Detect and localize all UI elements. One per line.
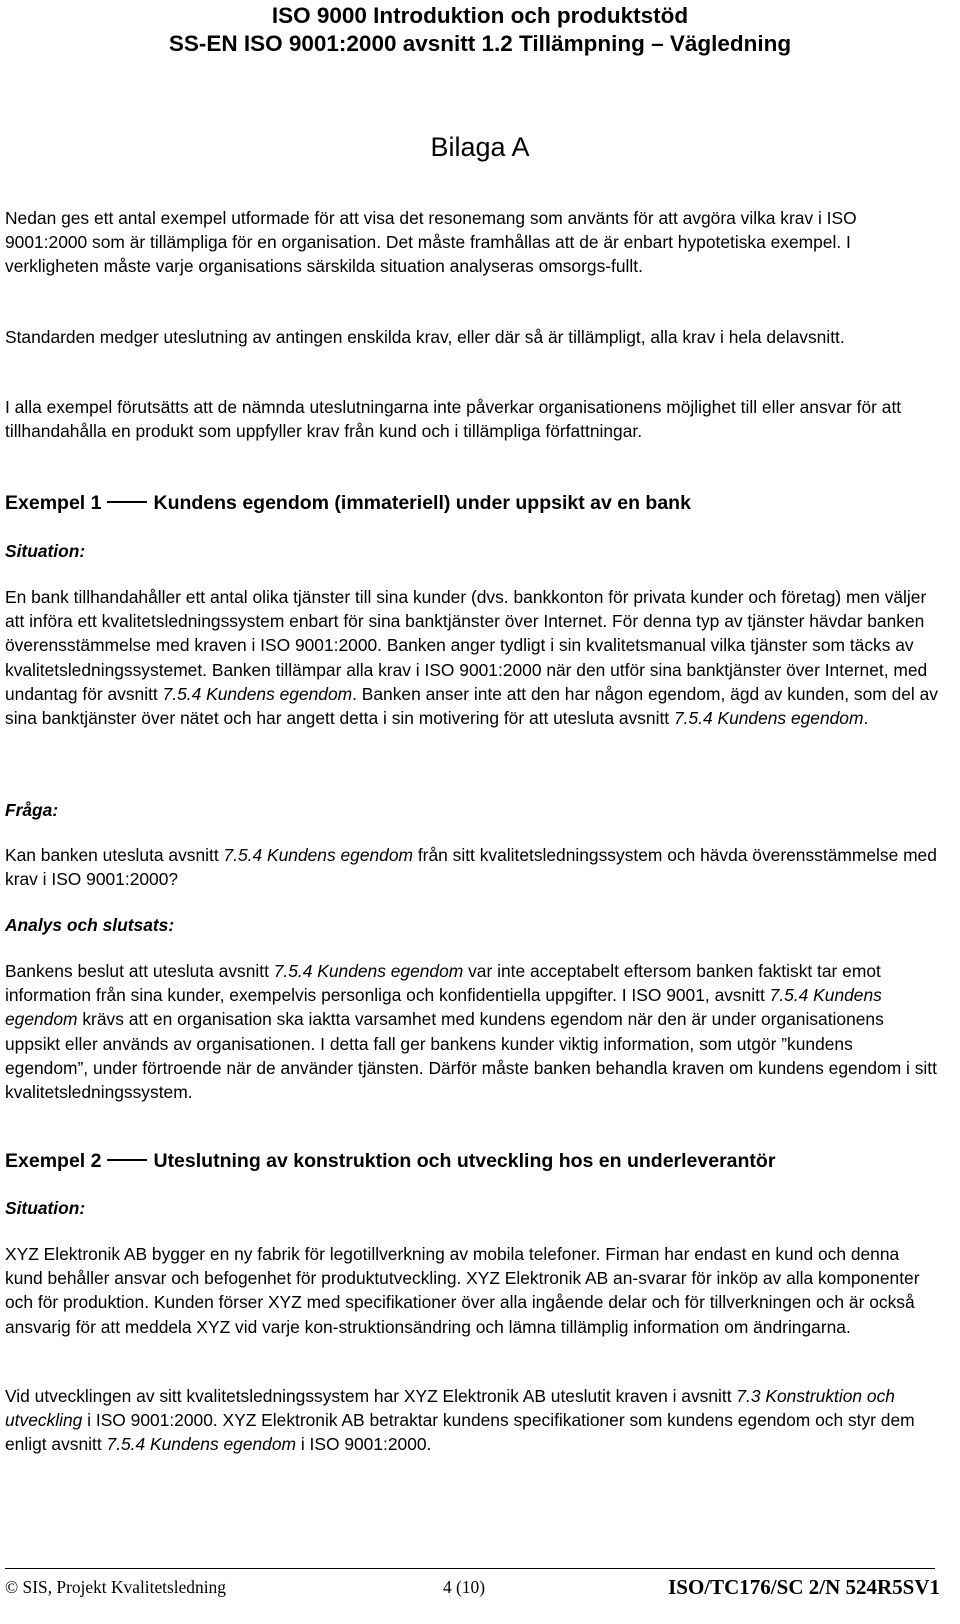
- page-title: Bilaga A: [430, 132, 530, 162]
- em-dash: [107, 1159, 147, 1161]
- footer-page-number: 4 (10): [443, 1577, 486, 1597]
- example-2-situation-label: Situation:: [5, 1198, 86, 1218]
- em-dash: [107, 501, 147, 503]
- intro-paragraph-1: Nedan ges ett antal exempel utformade för att visa det resonemang som använts för att avgöra vilka krav i ISO 9001:2000 som är tillämpliga för en organisation. Det måste framhållas att de är enbart hypotetiska exempel. I verkligheten måste varje organisations särskilda situation analyseras omsorgs-fullt.: [5, 208, 857, 277]
- example-2-paragraph-2: Vid utvecklingen av sitt kvalitetsledningssystem har XYZ Elektronik AB uteslutit kraven i avsnitt 7.3 Konstruktion och utveckling i ISO 9001:2000. XYZ Elektronik AB betraktar kundens specifikationer som kundens egendom och styr dem enligt avsnitt 7.5.4 Kundens egendom i ISO 9001:2000.: [5, 1386, 915, 1455]
- intro-paragraph-2: Standarden medger uteslutning av antingen enskilda krav, eller där så är tillämpligt, alla krav i hela delavsnitt.: [5, 327, 845, 347]
- example-1-situation-label: Situation:: [5, 541, 86, 561]
- footer-copyright: © SIS, Projekt Kvalitetsledning: [5, 1577, 226, 1597]
- example-1-analysis-text: Bankens beslut att utesluta avsnitt 7.5.4 Kundens egendom var inte acceptabelt eftersom banken faktiskt tar emot information från sina kunder, exempelvis personliga och konfidentiella uppgifter. I ISO 9001, avsnitt 7.5.4 Kundens egendom krävs att en organisation ska iaktta varsamhet med kundens egendom när den är under organisationens uppsikt eller används av organisationen. I detta fall ger bankens kunder viktig information, som utgör ”kundens egendom”, under förtroende när de använder tjänsten. Därför måste banken behandla kraven om kundens egendom i sitt kvalitetsledningssystem.: [5, 961, 937, 1103]
- example-1-title: Kundens egendom (immateriell) under uppsikt av en bank: [153, 492, 691, 514]
- example-1-question-label: Fråga:: [5, 800, 59, 820]
- example-1-number: Exempel 1: [5, 492, 102, 514]
- footer-document-id: ISO/TC176/SC 2/N 524R5SV1: [668, 1575, 940, 1599]
- example-2-paragraph-1: XYZ Elektronik AB bygger en ny fabrik för legotillverkning av mobila telefoner. Firman har endast en kund och denna kund behåller ansvar och befogenhet för produktutveckling. XYZ Elektronik AB an-svarar för inköp av alla komponenter och för produktion. Kunden förser XYZ med specifikationer över alla ingående delar och för tillverkningen och är också ansvarig för att meddela XYZ vid varje kon-struktionsändring och lämna tillämplig information om ändringarna.: [5, 1244, 920, 1337]
- header-line-1: ISO 9000 Introduktion och produktstöd: [271, 3, 689, 28]
- example-1-question-text: Kan banken utesluta avsnitt 7.5.4 Kundens egendom från sitt kvalitetsledningssystem och hävda överensstämmelse med krav i ISO 9001:2000?: [5, 845, 937, 890]
- example-1-heading: [5, 490, 940, 516]
- example-1-analysis-label: Analys och slutsats:: [5, 915, 175, 935]
- example-1-situation-text: En bank tillhandahåller ett antal olika tjänster till sina kunder (dvs. bankkonton för privata kunder och företag) men väljer att införa ett kvalitetsledningssystem enbart för sina banktjänster över Internet. För denna typ av tjänster hävdar banken överensstämmelse med kraven i ISO 9001:2000. Banken anger tydligt i sin kvalitetsmanual vilka tjänster som täcks av kvalitetsledningssystemet. Banken tillämpar alla krav i ISO 9001:2000 när den utför sina banktjänster över Internet, med undantag för avsnitt 7.5.4 Kundens egendom. Banken anser inte att den har någon egendom, ägd av kunden, som del av sina banktjänster över nätet och har angett detta i sin motivering för att utesluta avsnitt 7.5.4 Kundens egendom.: [5, 587, 938, 729]
- example-2-heading: [5, 1148, 940, 1174]
- header-line-2: SS-EN ISO 9001:2000 avsnitt 1.2 Tillämpning – Vägledning: [168, 31, 792, 56]
- page-footer: [5, 1574, 940, 1600]
- footer-divider: [5, 1568, 935, 1569]
- example-2-number: Exempel 2: [5, 1150, 102, 1172]
- intro-paragraph-3: I alla exempel förutsätts att de nämnda uteslutningarna inte påverkar organisationens möjlighet till eller ansvar för att tillhandahålla en produkt som uppfyller krav från kund och i tillämpliga författningar.: [5, 397, 902, 442]
- example-2-title: Uteslutning av konstruktion och utveckling hos en underleverantör: [153, 1150, 776, 1172]
